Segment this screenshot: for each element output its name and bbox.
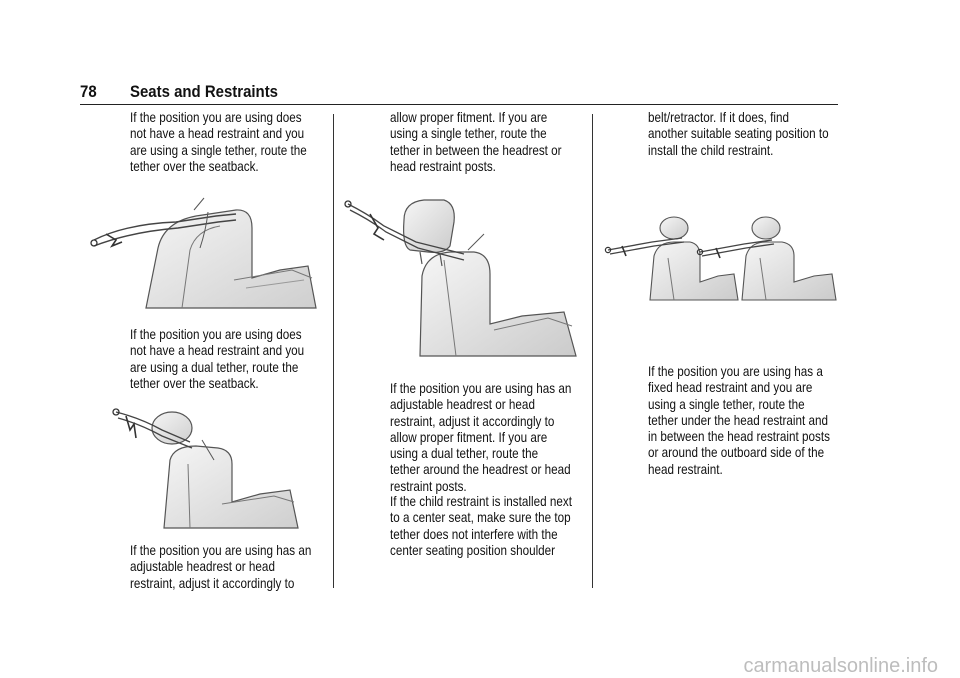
seat-illustration-no-headrest-dual-tether <box>110 400 320 530</box>
middle-paragraph-1: allow proper fitment. If you are using a single tether, route the tether in between the headrest or head restraint posts. <box>390 110 562 174</box>
watermark: carmanualsonline.info <box>743 655 938 677</box>
page-header <box>80 82 838 105</box>
left-paragraph-1: If the position you are using does not have a head restraint and you are using a single tether, route the tether over the seatback. <box>130 110 307 174</box>
page-number: 78 <box>80 82 97 101</box>
left-paragraph-2: If the position you are using does not have a head restraint and you are using a dual tether, route the tether over the seatback. <box>130 327 305 391</box>
seat-illustration-headrest-single-tether <box>344 190 580 358</box>
middle-paragraph-3: If the child restraint is installed next to a center seat, make sure the top tether does not interfere with the center seating position shoulder <box>390 494 572 558</box>
seat-illustration-center-seat-tethers <box>604 212 838 302</box>
right-paragraph-1: belt/retractor. If it does, find another suitable seating position to install the child restraint. <box>648 110 829 158</box>
left-paragraph-3: If the position you are using has an adjustable headrest or head restraint, adjust it accordingly to <box>130 543 312 591</box>
middle-paragraph-2: If the position you are using has an adjustable headrest or head restraint, adjust it accordingly to allow proper fitment. If you are using a dual tether, route the tether around the headrest or head restraint posts. <box>390 381 572 494</box>
seat-illustration-no-headrest-single-tether <box>86 190 318 310</box>
section-title: Seats and Restraints <box>130 82 279 101</box>
right-paragraph-2: If the position you are using has a fixed head restraint and you are using a single tether, route the tether under the head restraint and in between the head restraint posts or around the outboard side of the head restraint. <box>648 364 830 477</box>
